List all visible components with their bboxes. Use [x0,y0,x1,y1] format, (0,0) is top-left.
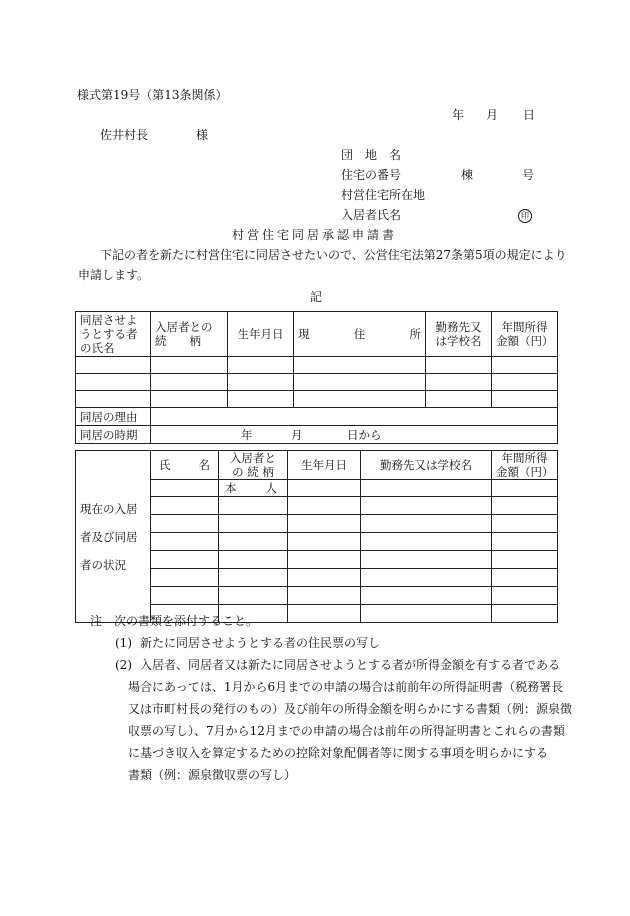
note-2-line-5: に基づき収入を算定するための控除対象配偶者等に関する事項を明らかにする [128,746,549,760]
self-relation-cell: 本 人 [219,480,288,497]
header-current-address: 現 住 所 [294,312,426,357]
table-cell[interactable] [492,605,558,623]
table-cell[interactable] [151,357,228,374]
period-row [76,426,558,444]
table-cell[interactable] [294,374,426,391]
table-row [76,357,558,374]
header-resident-income: 年間所得 金額（円） [492,451,558,480]
table-cell[interactable] [228,374,294,391]
table-cell[interactable] [492,533,558,551]
table-cell[interactable] [288,605,361,623]
table-cell[interactable] [288,551,361,569]
table-row [76,374,558,391]
table-cell[interactable] [294,357,426,374]
table-cell[interactable] [492,480,558,497]
table-cell[interactable] [151,480,219,497]
header-income: 年間所得 金額（円） [492,312,558,357]
intro-line-1: 下記の者を新たに村営住宅に同居させたいので、公営住宅法第27条第5項の規定により [100,248,567,262]
header-relation: 入居者との 続 柄 [151,312,228,357]
table-cell[interactable] [426,374,492,391]
header-resident-birthdate: 生年月日 [288,451,361,480]
note-1-text: 新たに同居させようとする者の住民票の写し [140,636,381,650]
table-cell[interactable] [151,515,219,533]
table2-header-row [76,451,558,480]
resident-name-label: 入居者氏名 [341,208,402,222]
header-resident-relation: 入居者と の 続 柄 [219,451,288,480]
notes-lead: 注 次の書類を添付すること。 [90,614,259,628]
building-label: 棟 [461,168,474,182]
address-label: 村営住宅所在地 [341,188,426,202]
table-cell[interactable] [492,391,558,408]
number-label: 号 [522,168,535,182]
table-cell[interactable] [219,569,288,587]
note-2-line-3: 又は市町村長の発行のもの）及び前年の所得金額を明らかにする書類（例：源泉徴 [128,702,573,716]
reason-label: 同居の理由 [76,408,151,426]
table-cell[interactable] [76,391,151,408]
table-cell[interactable] [361,605,492,623]
note-1-number: (1) [115,636,132,650]
table-cell[interactable] [361,551,492,569]
table-cell[interactable] [219,497,288,515]
table-cell[interactable] [219,533,288,551]
table-cell[interactable] [492,515,558,533]
table-cell[interactable] [426,357,492,374]
danchi-label: 団 地 名 [341,148,402,162]
header-workplace: 勤務先又 は学校名 [426,312,492,357]
table-cell[interactable] [76,374,151,391]
period-label: 同居の時期 [76,426,151,444]
current-status-label: 現在の入居 者及び同居 者の状況 [76,451,151,623]
table-cell[interactable] [492,569,558,587]
table-cell[interactable] [228,357,294,374]
ki-label: 記 [310,290,323,304]
note-2-line-2: 場合にあっては、1月から6月までの申請の場合は前前年の所得証明書（税務署長 [128,680,564,694]
table-cell[interactable] [492,587,558,605]
table-cell[interactable] [361,587,492,605]
header-resident-workplace: 勤務先又は学校名 [361,451,492,480]
note-2-line-4: 収票の写し）、7月から12月までの申請の場合は前年の所得証明書とこれらの書類 [128,724,565,738]
intro-line-2: 申請します。 [78,268,150,282]
table-cell[interactable] [361,497,492,515]
table-cell[interactable] [492,357,558,374]
table-cell[interactable] [151,587,219,605]
table-cell[interactable] [76,357,151,374]
note-2-line-1: 入居者、同居者又は新たに同居させようとする者が所得金額を有する者である [140,658,561,672]
table-cell[interactable] [426,391,492,408]
table1-header-row [76,312,558,357]
date-day: 日 [523,108,536,122]
reason-field[interactable] [151,408,558,426]
current-residents-table [75,450,558,623]
table-cell[interactable] [219,551,288,569]
note-2-line-6: 書類（例：源泉徴収票の写し） [128,768,297,782]
note-2-number: (2) [115,658,132,672]
form-number: 様式第19号（第13条関係） [77,88,228,102]
seal-icon: 印 [518,209,532,223]
addressee-name: 佐井村長 [100,128,149,142]
table-cell[interactable] [151,497,219,515]
reason-row [76,408,558,426]
table-cell[interactable] [151,569,219,587]
new-cohabitant-table [75,311,558,444]
table-cell[interactable] [288,497,361,515]
table-cell[interactable] [492,551,558,569]
table-cell[interactable] [288,587,361,605]
header-birthdate: 生年月日 [228,312,294,357]
table-cell[interactable] [288,533,361,551]
table-cell[interactable] [151,391,228,408]
table-cell[interactable] [151,533,219,551]
addressee-honorific: 様 [196,128,209,142]
table-row [76,391,558,408]
house-number-label: 住宅の番号 [341,168,402,182]
table-cell[interactable] [219,587,288,605]
table-cell[interactable] [361,533,492,551]
table-cell[interactable] [361,515,492,533]
seal-mark [518,207,532,223]
table-cell[interactable] [361,569,492,587]
header-cohabitant-name: 同居させよ うとする者 の氏名 [76,312,151,357]
table-cell[interactable] [288,480,361,497]
table-cell[interactable] [288,515,361,533]
header-resident-name: 氏 名 [151,451,219,480]
date-month: 月 [486,108,499,122]
table-cell[interactable] [151,374,228,391]
table-cell[interactable] [492,497,558,515]
table-cell[interactable] [294,391,426,408]
table-cell[interactable] [151,551,219,569]
period-field[interactable]: 年 月 日から [151,426,558,444]
page-title: 村営住宅同居承認申請書 [232,228,398,242]
date-year: 年 [452,108,465,122]
table-cell[interactable] [228,391,294,408]
table-cell[interactable] [492,374,558,391]
table-cell[interactable] [288,569,361,587]
table-cell[interactable] [219,515,288,533]
table-cell[interactable] [361,480,492,497]
